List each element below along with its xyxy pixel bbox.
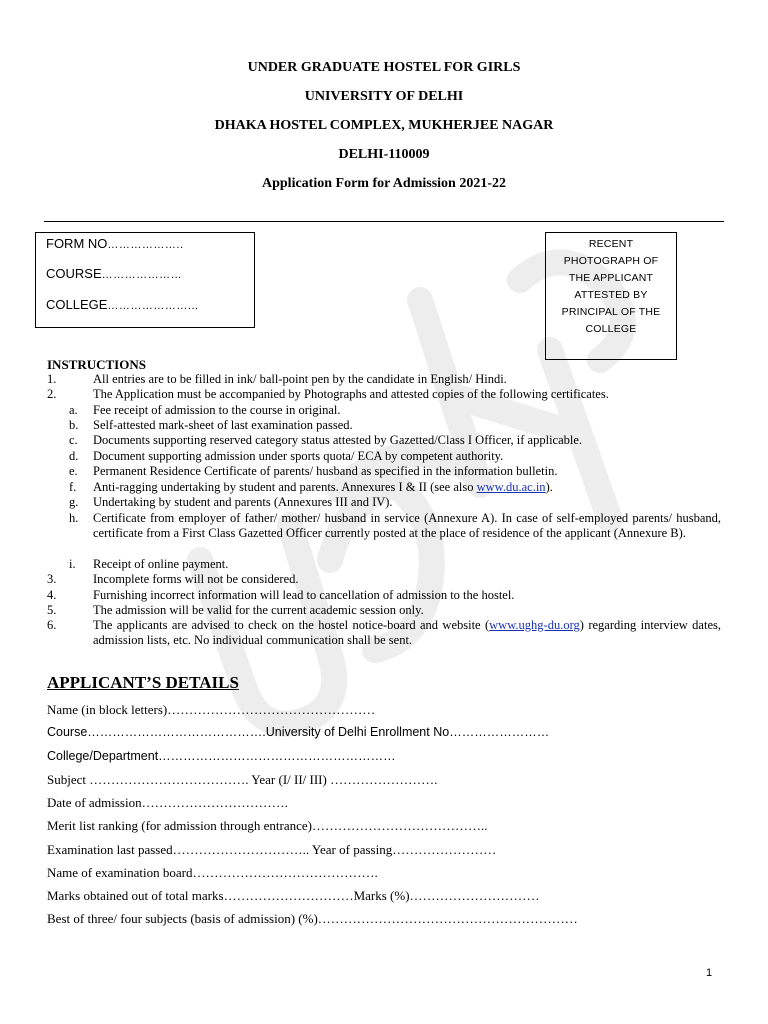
sub-item-letter: f.	[69, 480, 77, 494]
college-department-field[interactable]: College/Department…………………………………………………	[47, 749, 396, 763]
instruction-number: 6.	[47, 618, 57, 632]
instruction-4: Furnishing incorrect information will lead to cancellation of admission to the hostel.	[93, 588, 515, 602]
college-field[interactable]: COLLEGE…………………...	[46, 297, 199, 312]
university-name: UNIVERSITY OF DELHI	[304, 89, 464, 104]
instruction-2: The Application must be accompanied by Photographs and attested copies of the following certificates.	[93, 387, 609, 401]
sub-item-letter: a.	[69, 403, 78, 417]
instructions-title: INSTRUCTIONS	[47, 357, 146, 372]
course-enroll-field[interactable]: Course…………………………………….University of Delhi Enrollment No……………………	[47, 725, 550, 739]
form-title: Application Form for Admission 2021-22	[262, 176, 506, 191]
office-use-box	[35, 232, 255, 328]
sub-item-letter: c.	[69, 433, 78, 447]
date-of-admission-field[interactable]: Date of admission…………………………….	[47, 795, 288, 810]
instruction-number: 5.	[47, 603, 57, 617]
photograph-box[interactable]: RECENT PHOTOGRAPH OF THE APPLICANT ATTESTED BY PRINCIPAL OF THE COLLEGE	[545, 232, 677, 360]
instruction-2e: Permanent Residence Certificate of parents/ husband as specified in the information bulletin.	[93, 464, 558, 478]
hostel-name: UNDER GRADUATE HOSTEL FOR GIRLS	[247, 60, 521, 75]
instruction-2c: Documents supporting reserved category status attested by Gazetted/Class I Officer, if applicable.	[93, 433, 583, 447]
instruction-1: All entries are to be filled in ink/ ball-point pen by the candidate in English/ Hindi.	[93, 372, 507, 386]
sub-item-letter: i.	[69, 557, 76, 571]
sub-item-letter: d.	[69, 449, 79, 463]
sub-item-letter: h.	[69, 511, 79, 525]
instruction-number: 1.	[47, 372, 57, 386]
city-pincode: DELHI-110009	[338, 147, 430, 162]
instruction-6: The applicants are advised to check on the hostel notice-board and website (www.ughg-du.org) regarding interview dates, admission lists, etc. No individual communication shall be sent.	[93, 618, 721, 648]
instruction-2f: Anti-ragging undertaking by student and parents. Annexures I & II (see also www.du.ac.in).	[93, 480, 553, 494]
instruction-2i: Receipt of online payment.	[93, 557, 229, 571]
best-subjects-field[interactable]: Best of three/ four subjects (basis of admission) (%)……………………………………………………	[47, 911, 578, 926]
page-number: 1	[706, 967, 713, 979]
hostel-website-link[interactable]: www.ughg-du.org	[489, 618, 580, 632]
merit-ranking-field[interactable]: Merit list ranking (for admission through entrance)…………………………………..	[47, 818, 488, 833]
instruction-5: The admission will be valid for the current academic session only.	[93, 603, 424, 617]
form-no-field[interactable]: FORM NO………………..	[46, 236, 184, 251]
sub-item-letter: g.	[69, 495, 79, 509]
instruction-number: 2.	[47, 387, 57, 401]
header-divider	[44, 221, 724, 222]
instruction-2g: Undertaking by student and parents (Annexures III and IV).	[93, 495, 393, 509]
sub-item-letter: e.	[69, 464, 78, 478]
name-field[interactable]: Name (in block letters)…………………………………………	[47, 702, 376, 717]
hostel-address: DHAKA HOSTEL COMPLEX, MUKHERJEE NAGAR	[214, 118, 554, 133]
instruction-number: 3.	[47, 572, 57, 586]
exam-board-field[interactable]: Name of examination board…………………………………….	[47, 865, 378, 880]
instruction-number: 4.	[47, 588, 57, 602]
course-field[interactable]: COURSE…………………	[46, 266, 183, 281]
marks-field[interactable]: Marks obtained out of total marks…………………………Marks (%)…………………………	[47, 888, 540, 903]
applicant-details-title: APPLICANT’S DETAILS	[47, 673, 239, 692]
subject-year-field[interactable]: Subject ………………………………. Year (I/ II/ III) …………………….	[47, 772, 438, 787]
instruction-3: Incomplete forms will not be considered.	[93, 572, 299, 586]
exam-passed-field[interactable]: Examination last passed………………………….. Year of passing……………………	[47, 842, 497, 857]
instruction-2a: Fee receipt of admission to the course in original.	[93, 403, 341, 417]
instruction-2d: Document supporting admission under sports quota/ ECA by competent authority.	[93, 449, 504, 463]
instruction-2h: Certificate from employer of father/ mother/ husband in service (Annexure A). In case of self-employed parents/ husband, certificate from a First Class Gazetted Officer currently posted at the place of residence of the applicant (Annexure B).	[93, 511, 721, 541]
du-website-link[interactable]: www.du.ac.in	[476, 480, 546, 494]
instruction-2b: Self-attested mark-sheet of last examination passed.	[93, 418, 353, 432]
sub-item-letter: b.	[69, 418, 79, 432]
